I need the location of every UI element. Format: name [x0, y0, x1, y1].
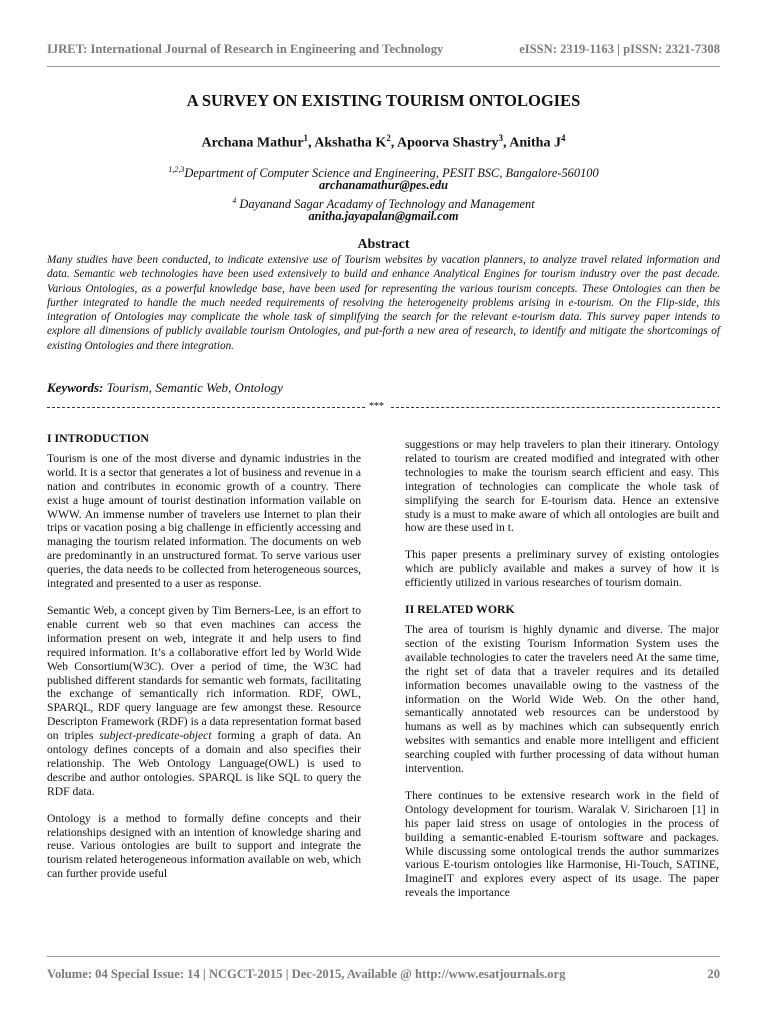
paragraph-text: Semantic Web, a concept given by Tim Berners-Lee, is an effort to enable current web so that even machines can access the information present on web, integrate it and help users to find required information. It’s a collaborative effort led by World Wide Web Consortium(W3C). Over a period of time, the W3C had published different standards for semantic web formats, facilitating the exchange of semantically rich information. RDF, OWL, SPARQL, RDF query language are few amongst these. Resource Descripton Framework (RDF) is a data representation format based on triples: [47, 603, 361, 743]
volume-info: Volume: 04 Special Issue: 14 | NCGCT-2015 | Dec-2015, Available @ http://www.esatjournals.org: [47, 967, 566, 981]
abstract-text: Many studies have been conducted, to indicate extensive use of Tourism websites by vacation planners, to analyze travel related information and data. Semantic web technologies have been used extensively to build and enhance Analytical Engines for tourism industry over the past decade. Various Ontologies, as a powerful knowledge base, have been used for representing the various tourism concepts. These Ontologies can then be further integrated to handle the much needed requirements of resolving the heterogeneity problems arising in e-tourism. On the Flip-side, this integration of Ontologies may complicate the whole task of simplifying the search for the relevant e-tourism data. This survey paper intends to explore all dimensions of publicly available tourism Ontologies, and put-forth a new area of research, to identify and mitigate the shortcomings of existing Ontologies and there integration.: [47, 254, 720, 352]
issn-info: eISSN: 2319-1163 | pISSN: 2321-7308: [519, 42, 720, 56]
author-name: Apoorva Shastry: [396, 135, 499, 151]
author-superscript: 2: [386, 133, 391, 143]
running-footer: [47, 967, 720, 985]
author-email: anitha.jayapalan@gmail.com: [308, 209, 459, 223]
paragraph: This paper presents a preliminary survey of existing ontologies which are publicly available and makes a survey of how it is efficiently utilized in various researches of tourism domain.: [405, 548, 719, 590]
separator-dash-left: [47, 407, 365, 408]
author-superscript: 4: [560, 133, 566, 143]
affiliation-superscript: 4: [232, 196, 237, 205]
paragraph: [47, 604, 361, 799]
journal-name: IJRET: International Journal of Research in Engineering and Technology: [47, 42, 444, 56]
separator-dash-right: [391, 407, 720, 408]
author-email: archanamathur@pes.edu: [318, 178, 449, 192]
paragraph: Ontology is a method to formally define concepts and their relationships designed with an intention of knowledge sharing and reuse. Various ontologies are built to support and integrate the tourism related heterogeneous information available on web, which can further provide useful: [47, 811, 361, 881]
header-divider: [47, 66, 720, 67]
keywords-label: Keywords:: [47, 380, 104, 395]
left-column: [47, 432, 361, 894]
author-name: Archana Mathur: [201, 135, 304, 151]
paragraph: The area of tourism is highly dynamic and diverse. The major section of the existing Tourism Information System uses the available technologies to cater the travelers need At the same time, the right set of data that a traveler requires and its detailed information becomes unavailable owing to the vastness of the information on the World Wide Web. On the other hand, semantically annotated web resources can be understood by humans as well as by machines which can subsequently enrich websites with semantics and enable more intelligent and efficient searching coupled with further processing of data without human intervention.: [405, 622, 719, 776]
affiliation-text: Dayanand Sagar Acadamy of Technology and Management: [236, 197, 535, 212]
separator-stars: ***: [369, 401, 384, 412]
paragraph: Tourism is one of the most diverse and dynamic industries in the world. It is a sector that generates a lot of business and revenue in a nation and contributes in economic growth of a country. There exist a huge amount of tourist destination information vailable on WWW. An immense number of travelers use Internet to plan their trips or vacation posing a big challenge in efficiently accessing and managing the tourism related information. The documents on web are predominantly in an unstructured format. To serve various user queries, the data needs to be collected from heterogeneous sources, integrated and presented to a user as response.: [47, 451, 361, 591]
right-column: [405, 438, 719, 913]
affiliation-text: Department of Computer Science and Engineering, PESIT BSC, Bangalore-560100: [184, 166, 599, 181]
author-name: Anitha J: [509, 135, 561, 151]
paragraph: There continues to be extensive research work in the field of Ontology development for tourism. Waralak V. Siricharoen [1] in his paper laid stress on usage of ontologies in the process of building a semantic-enabled E-tourism software and packages. While discussing some ontological trends the author summarizes various E-tourism ontologies like Harmonise, Hi-Touch, SATINE, ImagineIT and explores every aspect of its usage. The paper reveals the importance: [405, 788, 719, 900]
author-superscript: 3: [498, 133, 503, 143]
keywords-text: Tourism, Semantic Web, Ontology: [103, 380, 283, 395]
section-heading-related-work: II RELATED WORK: [405, 602, 515, 617]
abstract-heading: Abstract: [357, 237, 410, 252]
author-list: Archana Mathur$^1$, Akshatha $K^2$, Apoorva Shastry$^3$, Anitha $J^4$: [201, 133, 566, 151]
paragraph: suggestions or may help travelers to plan their itinerary. Ontology related to tourism are created modified and integrated with other technologies to make the tourism search efficient and easy. This integration of technologies can complicate the whole task of simplifying the search for E-tourism data. Hence an extensive study is a must to make aware of which all ontologies are built and how are these used in t.: [405, 438, 719, 535]
paper-title: A SURVEY ON EXISTING TOURISM ONTOLOGIES: [186, 91, 581, 110]
affiliation-superscript: 1,2,3: [168, 165, 185, 174]
section-heading-introduction: I INTRODUCTION: [47, 431, 149, 445]
author-name: Akshatha K: [314, 135, 387, 151]
italic-term: subject-predicate-object: [99, 729, 212, 743]
page-number: 20: [707, 967, 720, 981]
section-separator: [47, 401, 720, 413]
running-header: [47, 42, 720, 64]
author-superscript: 1: [303, 133, 309, 143]
keywords-line: [47, 380, 720, 396]
paragraph-text: forming a graph of data. An ontology defines concepts of a domain and also specifies their relationship. The Web Ontology Language(OWL) is used to describe and author ontologies. SPARQL is like SQL to query the RDF data.: [47, 729, 361, 798]
footer-divider: [47, 956, 720, 957]
